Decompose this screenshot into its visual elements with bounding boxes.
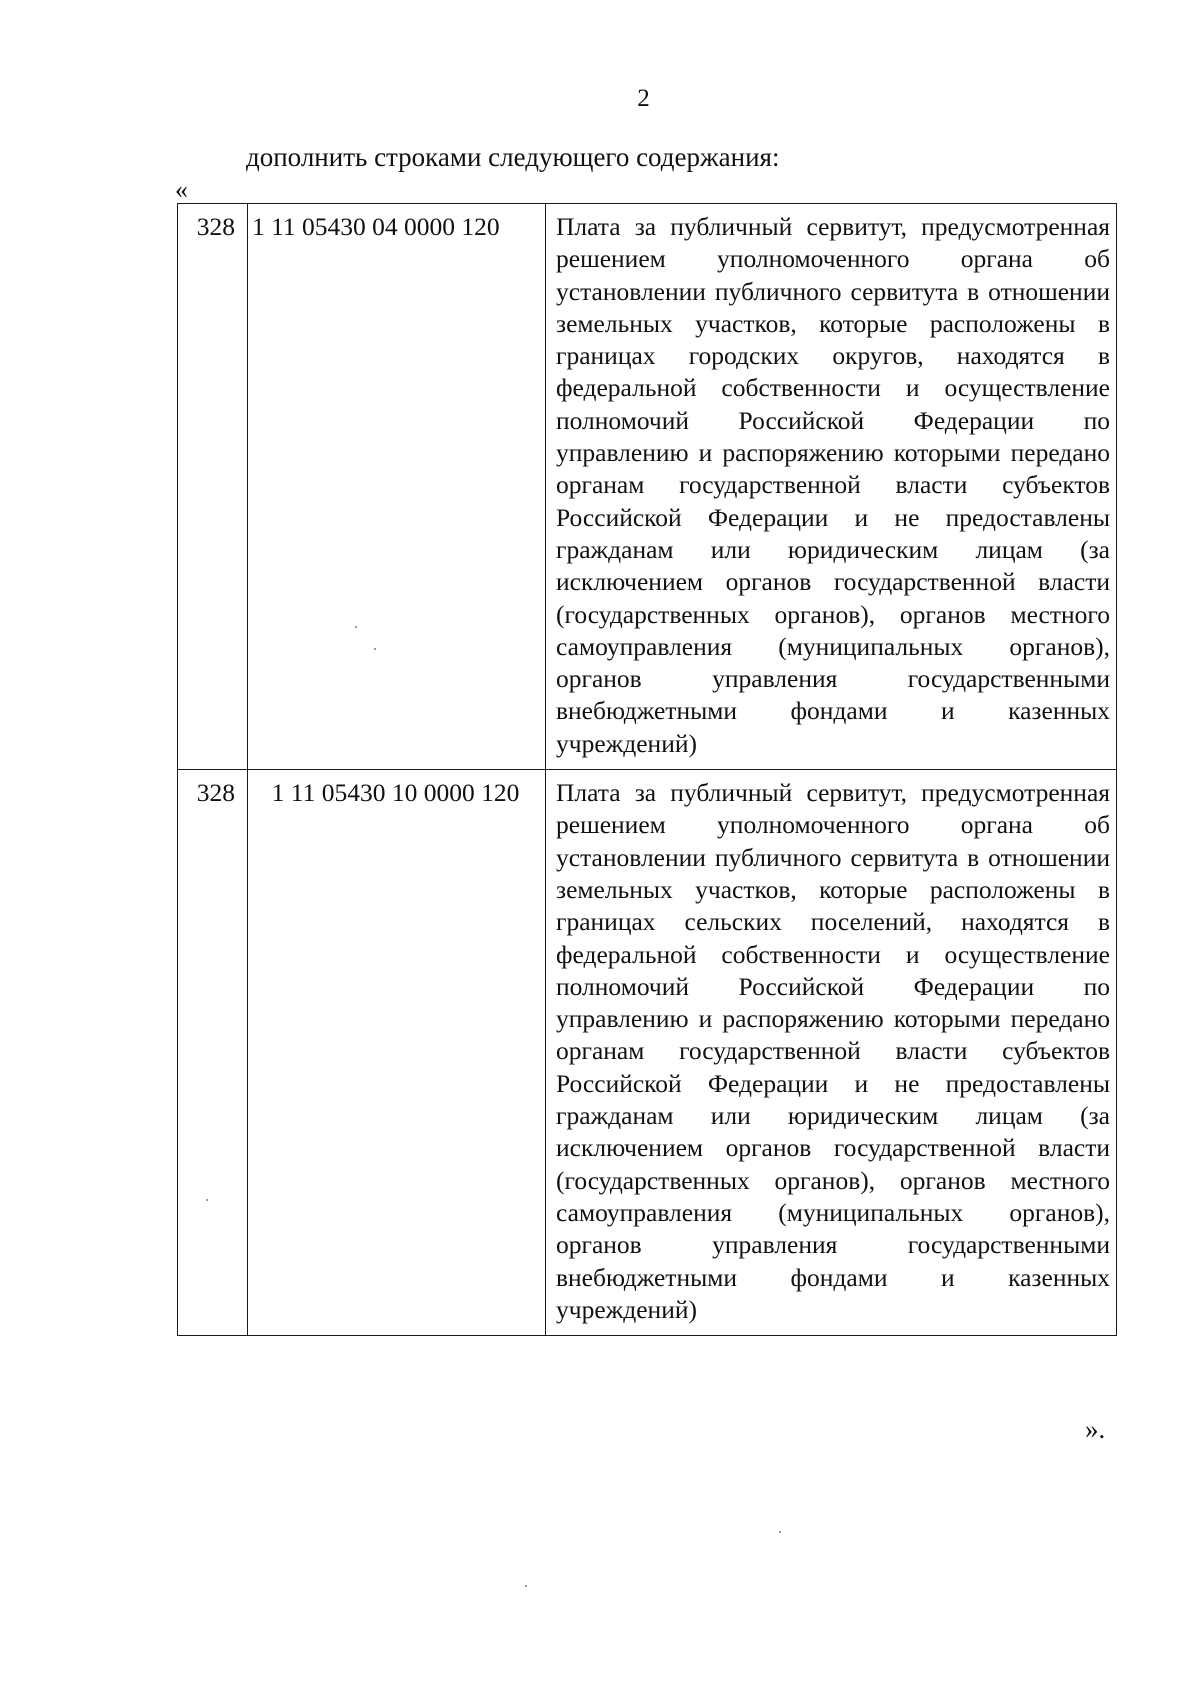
description-cell: Плата за публичный сервитут, предусмотренная решением уполномоченного органа об установлении публичного сервитута в отношении земельных участков, которые расположены в границах сельских поселений, находятся в федеральной собственности и осуществление полномочий Российской Федерации по управлению и распоряжению которыми передано органам государственной власти субъектов Российской Федерации и не предоставлены гражданам или юридическим лицам (за исключением органов государственной власти (государственных органов), органов местного самоуправления (муниципальных органов), органов управления государственными внебюджетными фондами и казенных учреждений): [546, 770, 1117, 1336]
scan-speck: [779, 1531, 781, 1533]
opening-quote: «: [175, 175, 188, 204]
scan-speck: [355, 626, 357, 628]
scan-speck: [525, 1585, 527, 1587]
admin-code-cell: 328: [178, 204, 248, 770]
intro-text: дополнить строками следующего содержания:: [246, 142, 780, 172]
amendments-table: [177, 203, 1117, 1336]
budget-code-cell: 1 11 05430 10 0000 120: [248, 770, 546, 1336]
table-row: [178, 204, 1117, 770]
budget-code-cell: 1 11 05430 04 0000 120: [248, 204, 546, 770]
scan-speck: [206, 1199, 208, 1201]
page-number: 2: [637, 85, 650, 112]
closing-quote: ».: [1085, 1414, 1106, 1444]
description-cell: Плата за публичный сервитут, предусмотренная решением уполномоченного органа об установлении публичного сервитута в отношении земельных участков, которые расположены в границах городских округов, находятся в федеральной собственности и осуществление полномочий Российской Федерации по управлению и распоряжению которыми передано органам государственной власти субъектов Российской Федерации и не предоставлены гражданам или юридическим лицам (за исключением органов государственной власти (государственных органов), органов местного самоуправления (муниципальных органов), органов управления государственными внебюджетными фондами и казенных учреждений): [546, 204, 1117, 770]
admin-code-cell: 328: [178, 770, 248, 1336]
table-row: [178, 770, 1117, 1336]
scan-speck: [374, 648, 376, 650]
